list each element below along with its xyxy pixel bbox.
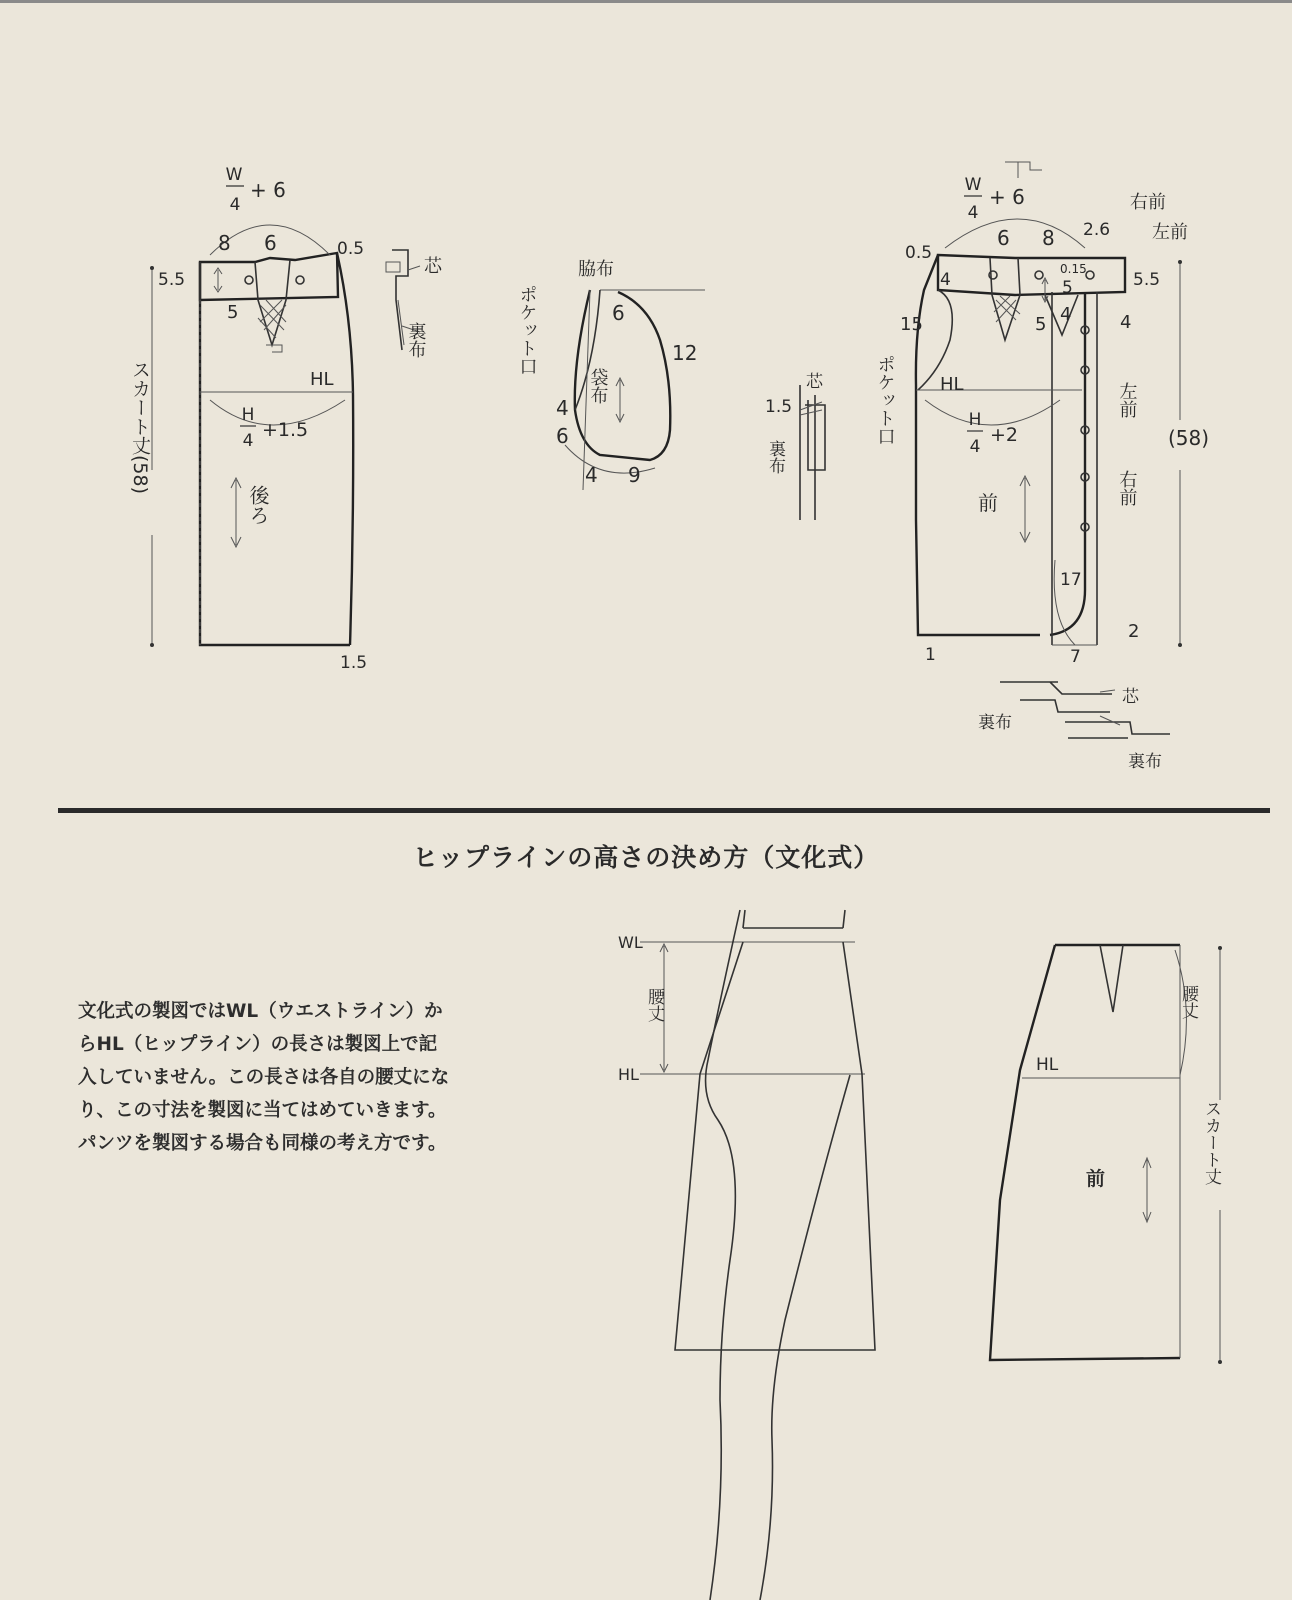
front-d4b: 4 [1060, 304, 1072, 325]
figure-skirt [675, 942, 875, 1350]
pocket-d6b: 6 [556, 424, 569, 448]
back-dim-55: 5.5 [158, 270, 186, 290]
figure-hl-label: HL [618, 1065, 639, 1084]
front-right-top-label: 右前 [1130, 192, 1166, 213]
back-hem-dim: 1.5 [340, 653, 368, 673]
back-waistband [200, 253, 338, 300]
back-hl-label: HL [310, 369, 334, 390]
front-d5b: 5 [1035, 314, 1047, 335]
back-symbol [266, 345, 282, 352]
front-left-front-label: 左前 [1116, 382, 1138, 418]
back-button-mark [245, 276, 253, 284]
front-waist-num: W [964, 175, 982, 195]
front-left-top-label: 左前 [1152, 222, 1188, 243]
mini-hl-label: HL [1036, 1055, 1059, 1075]
front-d8: 8 [1042, 226, 1055, 250]
front-band-detail [1000, 682, 1170, 738]
front-d6: 6 [997, 226, 1010, 250]
detail-lining: 裏布 [765, 440, 785, 474]
explanation-line-5: パンツを製図する場合も同様の考え方です。 [78, 1133, 447, 1154]
front-skirt-pattern [875, 162, 1210, 772]
back-hip-add: +1.5 [262, 419, 309, 441]
back-side-seam [337, 253, 353, 645]
front-lining-label-2: 裏布 [1128, 752, 1162, 772]
front-waist-arc [945, 219, 1085, 248]
front-top-symbol [1005, 162, 1042, 178]
explanation-line-4: り、この寸法を製図に当てはめていきます。 [78, 1100, 447, 1121]
front-d7: 7 [1070, 647, 1081, 667]
front-d2: 2 [1128, 621, 1140, 642]
back-dart [255, 260, 290, 345]
mini-side-seam [990, 945, 1180, 1360]
pocket-d4a: 4 [556, 396, 569, 420]
back-button-mark-2 [296, 276, 304, 284]
pocket-pattern [517, 259, 706, 490]
front-length-label: (58) [1168, 426, 1210, 450]
front-hip-den: 4 [969, 437, 981, 457]
pocket-mouth-label: ポケット口 [516, 285, 538, 375]
back-dart-hatch [258, 300, 286, 338]
explanation-line-2: らHL（ヒップライン）の長さは製図上で記 [78, 1034, 438, 1055]
pocket-bag-label: 袋布 [587, 368, 609, 404]
figure-waistband [743, 910, 845, 928]
mini-grain-arrow [1143, 1158, 1151, 1222]
detail-core: 芯 [802, 372, 822, 389]
back-waist-den: 4 [229, 195, 241, 215]
figure-front-silhouette [760, 1075, 850, 1600]
figure-wl-label: WL [618, 933, 643, 952]
back-dim-05: 0.5 [337, 239, 365, 259]
front-hip-arc [925, 400, 1060, 425]
front-hip-add: +2 [990, 424, 1019, 446]
back-grain-arrow [231, 478, 241, 547]
front-core-label: 芯 [1122, 687, 1139, 707]
front-button-mark-2 [1035, 271, 1043, 279]
front-d26: 2.6 [1083, 220, 1111, 240]
front-pocket-mouth-label: ポケット口 [874, 355, 896, 445]
back-hip-den: 4 [242, 431, 254, 451]
mini-front-pattern [990, 945, 1222, 1364]
back-skirt-length-label: スカート丈(58) [129, 360, 151, 495]
detail-d15: 1.5 [765, 397, 793, 417]
mini-waist-height-label: 腰丈 [1178, 985, 1198, 1019]
section-divider [58, 808, 1270, 813]
explanation-line-3: 入していません。この長さは各自の腰丈にな [78, 1067, 450, 1088]
back-waist-add: + 6 [250, 178, 286, 202]
figure-back-silhouette [706, 910, 740, 1600]
front-hl-label: HL [940, 374, 964, 395]
back-waist-num: W [225, 165, 243, 185]
front-d55: 5.5 [1133, 270, 1161, 290]
front-d4c: 4 [1120, 312, 1132, 333]
front-d5a: 5 [1062, 278, 1073, 298]
back-dim-6: 6 [264, 231, 277, 255]
explanation-text [78, 995, 548, 1160]
front-d05: 0.5 [905, 243, 933, 263]
front-d4a: 4 [940, 270, 951, 290]
pocket-d12: 12 [672, 341, 698, 365]
pocket-grain-arrow [616, 378, 624, 422]
front-d1: 1 [925, 645, 936, 665]
back-core-label: 芯 [424, 256, 442, 277]
front-hip-num: H [968, 410, 982, 430]
explanation-line-1: 文化式の製図ではWL（ウエストライン）か [78, 1001, 443, 1022]
hip-line-figure [618, 910, 875, 1600]
seam-detail [765, 372, 825, 520]
back-hip-num: H [241, 405, 255, 425]
front-dart [990, 258, 1020, 340]
front-lining-label-1: 裏布 [978, 713, 1012, 733]
mini-front-label: 前 [1086, 1168, 1106, 1190]
mini-skirt-length-label: スカート丈 [1201, 1100, 1221, 1185]
pocket-d9: 9 [628, 463, 641, 487]
mini-dart [1100, 945, 1123, 1012]
front-grain-arrow [1020, 476, 1030, 542]
front-waistband [938, 255, 1125, 295]
front-waist-den: 4 [967, 203, 979, 223]
front-d15: 15 [900, 314, 923, 335]
front-d015: 0.15 [1060, 262, 1087, 276]
back-dim-8: 8 [218, 231, 231, 255]
pocket-d4b: 4 [585, 463, 598, 487]
back-dim-5: 5 [227, 302, 239, 323]
pocket-d6: 6 [612, 301, 625, 325]
pocket-side-fabric: 脇布 [578, 259, 614, 280]
back-lining-label: 裏布 [405, 322, 427, 358]
figure-waist-height-label: 腰丈 [644, 988, 664, 1022]
back-skirt-pattern [129, 165, 443, 673]
back-grain-arrow-small [214, 268, 222, 292]
front-right-front-label: 右前 [1116, 470, 1138, 506]
back-label: 後ろ [246, 485, 270, 525]
front-d17: 17 [1060, 570, 1082, 590]
front-label: 前 [978, 491, 998, 515]
back-outline-left-hem [200, 262, 350, 645]
section-title: ヒップラインの高さの決め方（文化式） [412, 843, 880, 872]
front-waist-add: + 6 [989, 185, 1025, 209]
front-button-mark-3 [1086, 271, 1094, 279]
